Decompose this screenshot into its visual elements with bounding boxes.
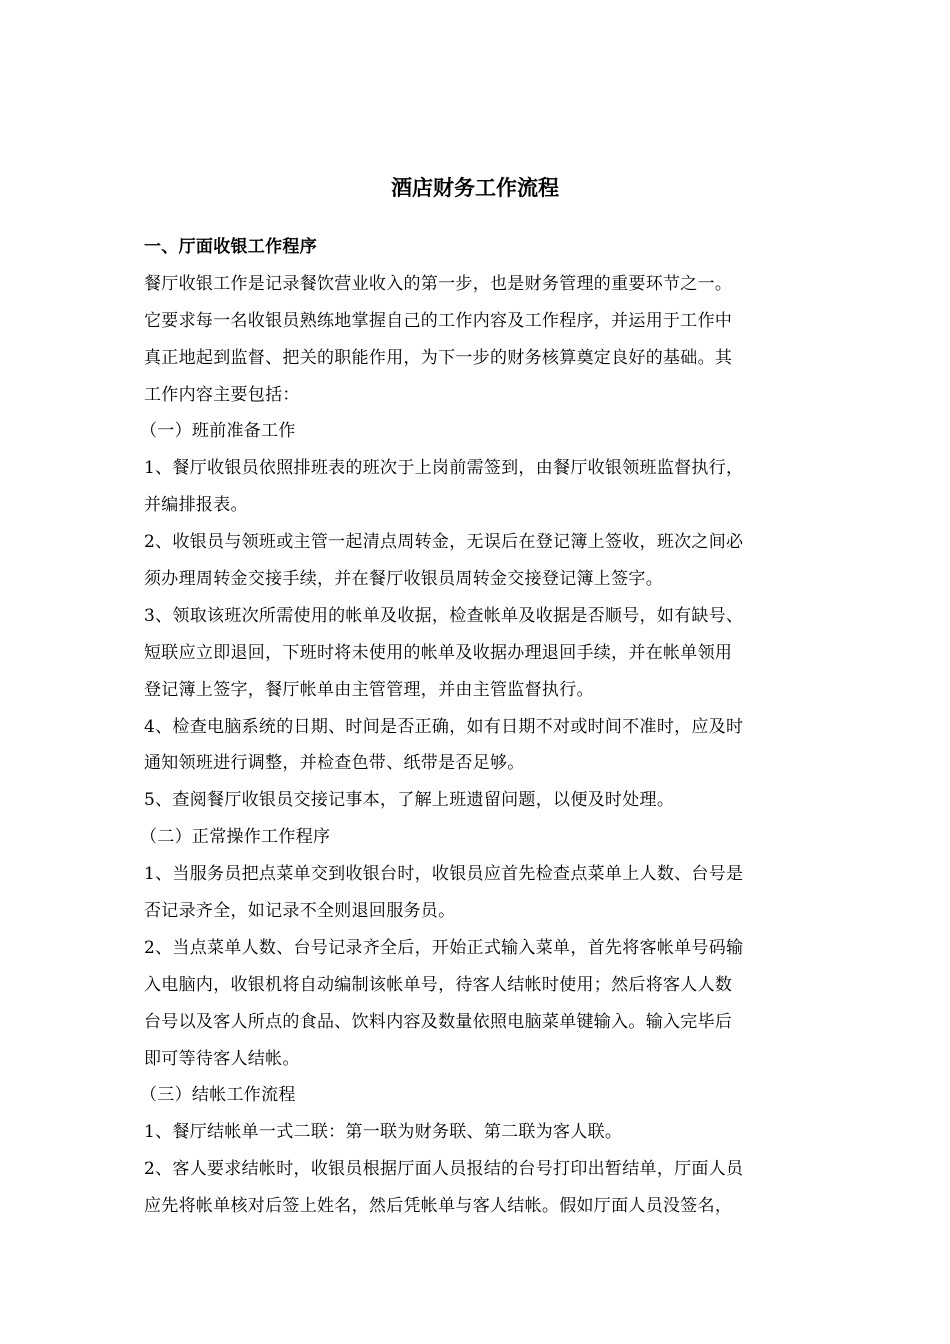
paragraph-line: 台号以及客人所点的食品、饮料内容及数量依照电脑菜单键输入。输入完毕后	[144, 1011, 733, 1032]
paragraph-line: 1、餐厅收银员依照排班表的班次于上岗前需签到，由餐厅收银领班监督执行，	[144, 458, 744, 479]
paragraph-line: 餐厅收银工作是记录餐饮营业收入的第一步，也是财务管理的重要环节之一。	[144, 273, 733, 294]
document-title: 酒店财务工作流程	[391, 176, 559, 200]
paragraph-line: 即可等待客人结帐。	[144, 1048, 300, 1069]
paragraph-line: 2、当点菜单人数、台号记录齐全后，开始正式输入菜单，首先将客帐单号码输	[144, 937, 744, 958]
paragraph-line: 2、客人要求结帐时，收银员根据厅面人员报结的台号打印出暂结单，厅面人员	[144, 1159, 744, 1180]
paragraph-line: 工作内容主要包括：	[144, 384, 300, 405]
paragraph-line: 1、当服务员把点菜单交到收银台时，收银员应首先检查点菜单上人数、台号是	[144, 864, 744, 885]
subsection-heading: （二）正常操作工作程序	[140, 827, 331, 848]
paragraph-line: 2、收银员与领班或主管一起清点周转金，无误后在登记簿上签收，班次之间必	[144, 532, 744, 553]
subsection-heading: （一）班前准备工作	[140, 421, 296, 442]
paragraph-line: 3、领取该班次所需使用的帐单及收据，检查帐单及收据是否顺号，如有缺号、	[144, 605, 744, 626]
paragraph-line: 通知领班进行调整，并检查色带、纸带是否足够。	[144, 753, 525, 774]
paragraph-line: 须办理周转金交接手续，并在餐厅收银员周转金交接登记簿上签字。	[144, 569, 663, 590]
paragraph-line: 真正地起到监督、把关的职能作用，为下一步的财务核算奠定良好的基础。其	[144, 347, 733, 368]
paragraph-line: 否记录齐全，如记录不全则退回服务员。	[144, 901, 456, 922]
document-body	[140, 229, 808, 1225]
paragraph-line: 1、餐厅结帐单一式二联：第一联为财务联、第二联为客人联。	[144, 1122, 623, 1143]
section-heading: 一、厅面收银工作程序	[144, 237, 317, 257]
paragraph-line: 入电脑内，收银机将自动编制该帐单号，待客人结帐时使用；然后将客人人数	[144, 974, 733, 995]
subsection-heading: （三）结帐工作流程	[140, 1085, 296, 1106]
paragraph-line: 并编排报表。	[144, 495, 248, 516]
paragraph-line: 应先将帐单核对后签上姓名，然后凭帐单与客人结帐。假如厅面人员没签名，	[144, 1196, 733, 1217]
paragraph-line: 登记簿上签字，餐厅帐单由主管管理，并由主管监督执行。	[144, 679, 594, 700]
paragraph-line: 5、查阅餐厅收银员交接记事本，了解上班遗留问题，以便及时处理。	[144, 790, 675, 811]
paragraph-line: 它要求每一名收银员熟练地掌握自己的工作内容及工作程序，并运用于工作中	[144, 310, 733, 331]
paragraph-line: 短联应立即退回，下班时将未使用的帐单及收据办理退回手续，并在帐单领用	[144, 642, 733, 663]
paragraph-line: 4、检查电脑系统的日期、时间是否正确，如有日期不对或时间不准时，应及时	[144, 716, 744, 737]
